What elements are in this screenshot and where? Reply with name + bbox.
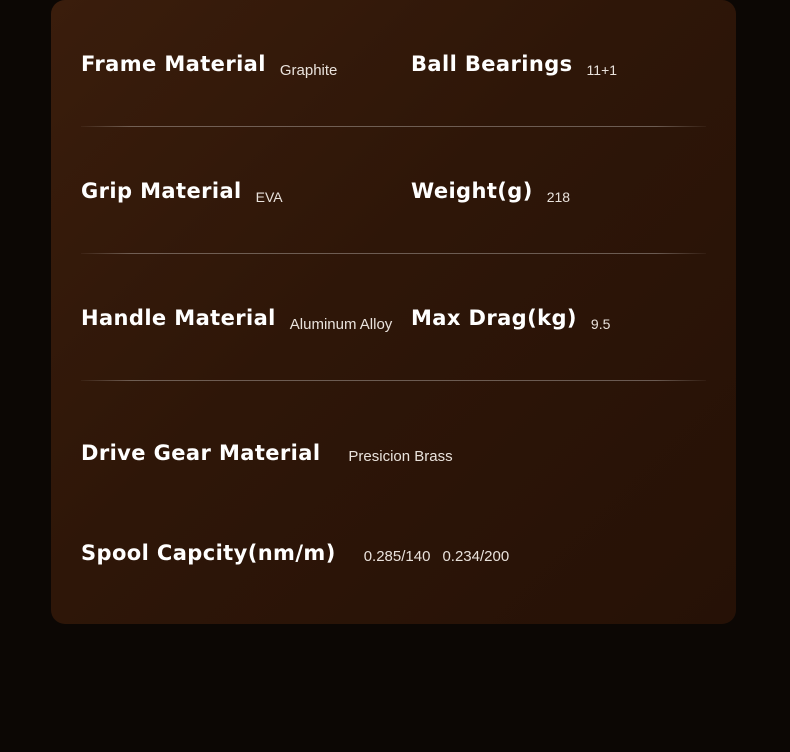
spec-value: 11+1	[586, 61, 618, 78]
specification-card	[51, 0, 736, 624]
spec-label: Drive Gear Material	[81, 441, 321, 465]
spec-cell-handle-material	[81, 305, 411, 333]
spec-cell-frame-material	[81, 51, 411, 79]
spec-table	[81, 0, 706, 603]
table-row	[81, 503, 706, 603]
table-row	[81, 0, 706, 127]
spec-cell-max-drag	[411, 306, 706, 330]
spec-label: Ball Bearings	[411, 51, 573, 76]
spec-value: 218	[546, 188, 571, 205]
spec-label: Spool Capcity(nm/m)	[81, 541, 336, 565]
spec-value: Graphite	[279, 61, 338, 79]
spec-label: Weight(g)	[411, 178, 533, 203]
spec-label: Grip Material	[81, 178, 242, 203]
table-row	[81, 254, 706, 381]
spec-label: Max Drag(kg)	[411, 305, 577, 330]
spec-value: Presicion Brass	[348, 447, 453, 465]
spec-value: 9.5	[590, 315, 611, 332]
spec-cell-weight	[411, 179, 706, 203]
spec-label: Handle Material	[81, 305, 276, 330]
spec-value: 0.285/140	[363, 547, 431, 565]
spec-cell-ball-bearings	[411, 52, 706, 76]
spec-cell-grip-material	[81, 179, 411, 203]
table-row	[81, 127, 706, 254]
spec-value: Aluminum Alloy	[289, 315, 393, 333]
table-row	[81, 403, 706, 503]
spec-label: Frame Material	[81, 51, 266, 76]
spec-value: 0.234/200	[442, 547, 510, 565]
spool-capacity-values	[336, 545, 510, 565]
spec-value: EVA	[255, 188, 283, 205]
